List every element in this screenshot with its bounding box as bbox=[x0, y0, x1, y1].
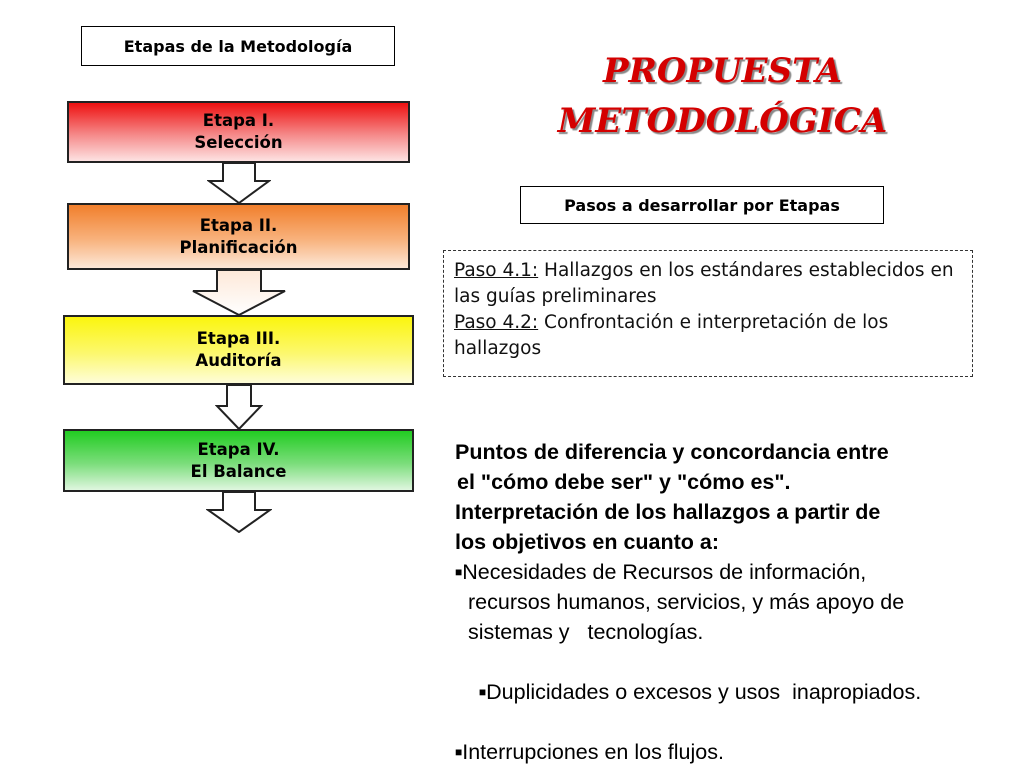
note-line: los objetivos en cuanto a: bbox=[455, 530, 720, 554]
bullet-item bbox=[443, 557, 1003, 587]
step-item bbox=[454, 258, 962, 310]
bullet-square-icon: ■ bbox=[455, 565, 463, 579]
bullet-continuation: sistemas y tecnologías. bbox=[468, 620, 704, 644]
down-arrow-icon bbox=[215, 384, 263, 430]
stage-3-name: Auditoría bbox=[195, 351, 282, 370]
step-text: Hallazgos en los estándares establecidos en las guías preliminares bbox=[454, 260, 954, 307]
bullet-text: Necesidades de Recursos de información, bbox=[462, 560, 867, 584]
down-arrow-icon bbox=[191, 269, 287, 316]
steps-title bbox=[520, 186, 884, 224]
down-arrow-icon bbox=[207, 162, 271, 204]
note-line: el "cómo debe ser" y "cómo es". bbox=[457, 470, 791, 494]
steps-title-text: Pasos a desarrollar por Etapas bbox=[564, 195, 840, 215]
bullet-square-icon: ■ bbox=[478, 685, 487, 699]
stage-3-box bbox=[63, 315, 414, 385]
step-label: Paso 4.2: bbox=[454, 312, 539, 333]
stage-1-number: Etapa I. bbox=[202, 111, 275, 130]
methodology-stages-title bbox=[81, 26, 395, 66]
step-item bbox=[454, 310, 962, 362]
stage-1-name: Selección bbox=[194, 133, 283, 152]
bullet-text: Duplicidades o excesos y usos inapropiados. bbox=[486, 680, 922, 704]
stage-4-number: Etapa IV. bbox=[197, 439, 280, 459]
note-line: Puntos de diferencia y concordancia entre bbox=[455, 440, 889, 464]
bullet-item bbox=[443, 647, 1003, 737]
step-text: Confrontación e interpretación de los hallazgos bbox=[454, 312, 889, 359]
methodology-stages-title-text: Etapas de la Metodología bbox=[123, 36, 353, 56]
page-title-line-2: METODOLÓGICA bbox=[557, 101, 888, 141]
down-arrow-icon bbox=[206, 491, 272, 533]
bullet-item bbox=[443, 737, 1003, 767]
notes-block bbox=[443, 437, 1003, 767]
stage-2-number: Etapa II. bbox=[199, 215, 278, 235]
stage-3-number: Etapa III. bbox=[196, 329, 281, 348]
page-title-line-1: PROPUESTA bbox=[603, 51, 842, 91]
bullet-text: Interrupciones en los flujos. bbox=[462, 740, 724, 764]
stage-1-box bbox=[67, 101, 410, 163]
step-label: Paso 4.1: bbox=[454, 260, 539, 281]
stage-4-box bbox=[63, 429, 414, 492]
steps-box bbox=[443, 250, 973, 377]
bullet-square-icon: ■ bbox=[455, 745, 463, 759]
bullet-continuation: recursos humanos, servicios, y más apoyo de bbox=[468, 590, 905, 614]
stage-2-box bbox=[67, 203, 410, 270]
stage-2-name: Planificación bbox=[179, 237, 298, 257]
stage-4-name: El Balance bbox=[190, 461, 287, 481]
note-line: Interpretación de los hallazgos a partir de bbox=[455, 500, 881, 524]
page-title bbox=[520, 46, 925, 146]
